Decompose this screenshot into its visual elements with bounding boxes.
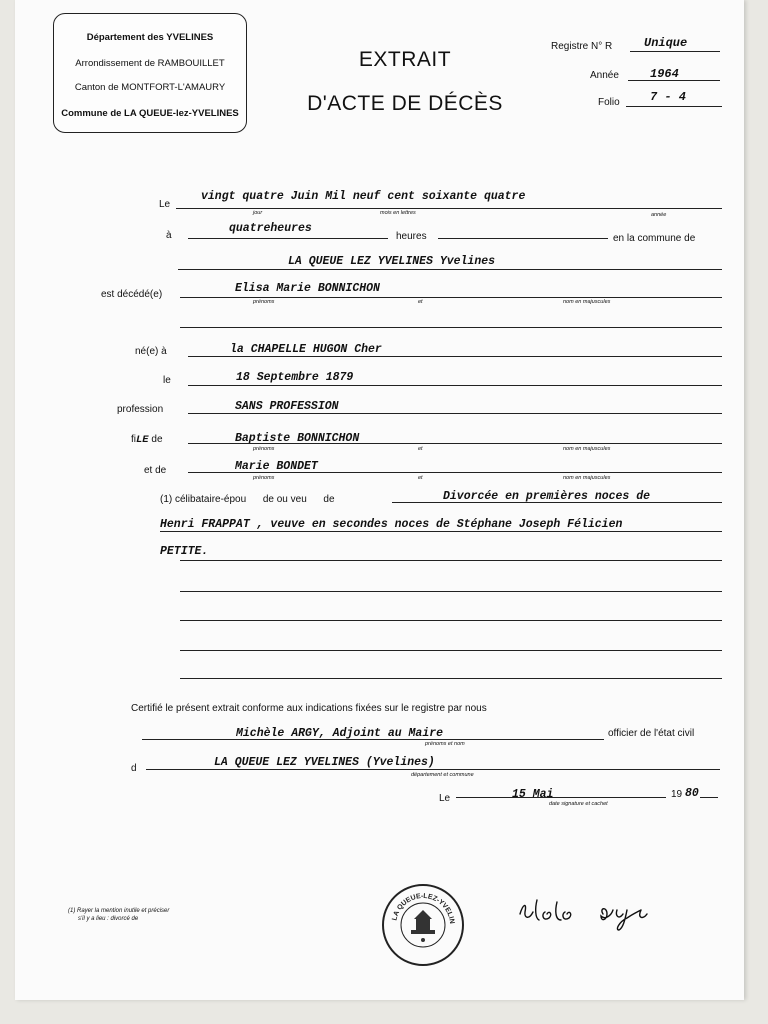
label-d: d (131, 763, 137, 774)
value-profession: SANS PROFESSION (235, 400, 339, 413)
seal-graphic (384, 886, 462, 964)
stamp-canton: Canton de MONTFORT-L'AMAURY (74, 82, 226, 93)
label-est-decede: est décédé(e) (101, 289, 163, 300)
title-extrait: EXTRAIT (358, 48, 452, 71)
value-heures: quatreheures (229, 222, 312, 235)
svg-text:LA QUEUE-LEZ-YVELINES: LA QUEUE-LEZ-YVELIN (391, 892, 456, 925)
annee-label: Année (590, 70, 619, 81)
stamp-departement: Département des YVELINES (86, 32, 214, 43)
value-etat-civil-1: Divorcée en premières noces de (443, 490, 651, 503)
folio-label: Folio (598, 97, 620, 108)
value-officier: Michèle ARGY, Adjoint au Maire (236, 727, 444, 740)
hint-nom-3: nom en majuscules (563, 475, 611, 481)
label-le-naissance: le (163, 375, 171, 386)
label-le-extrait: Le (439, 793, 451, 804)
title-acte-deces: D'ACTE DE DÉCÈS (307, 92, 503, 115)
folio-value: 7 - 4 (650, 90, 687, 104)
hint-annee: année (651, 212, 667, 218)
registre-label: Registre N° R (551, 41, 613, 52)
label-celibataire: (1) célibataire-épou de ou veu de (160, 494, 335, 505)
value-etat-civil-3: PETITE. (160, 545, 209, 558)
value-commune: LA QUEUE LEZ YVELINES Yvelines (288, 255, 496, 268)
label-heures: heures (396, 231, 427, 242)
label-profession: profession (117, 404, 164, 415)
hint-et-3: et (418, 475, 423, 481)
value-year-suffix: 80 (685, 787, 699, 800)
label-commune: en la commune de (613, 233, 696, 244)
hint-nom-2: nom en majuscules (563, 446, 611, 452)
stamp-commune: Commune de LA QUEUE-lez-YVELINES (61, 108, 239, 119)
value-etat-civil-2: Henri FRAPPAT , veuve en secondes noces de Stéphane Joseph Félicien (160, 518, 623, 531)
value-date-deces: vingt quatre Juin Mil neuf cent soixante quatre (201, 190, 526, 203)
hint-jour: jour (253, 210, 263, 216)
label-fille-de: fiLE de (131, 434, 163, 446)
value-lieu-naissance: la CHAPELLE HUGON Cher (230, 343, 382, 356)
value-date-extrait: 15 Mai (512, 788, 554, 801)
hint-et-2: et (418, 446, 423, 452)
label-officier: officier de l'état civil (608, 728, 695, 739)
value-pere: Baptiste BONNICHON (235, 432, 360, 445)
label-ne-a: né(e) à (135, 346, 167, 357)
value-lieu-officier: LA QUEUE LEZ YVELINES (Yvelines) (214, 756, 435, 769)
footnote-1: (1) Rayer la mention inutile et préciser (68, 908, 170, 914)
value-defunt: Elisa Marie BONNICHON (235, 282, 380, 295)
registre-value: Unique (644, 36, 688, 50)
label-et-de: et de (144, 465, 167, 476)
label-certifie: Certifié le présent extrait conforme aux indications fixées sur le registre par nous (131, 703, 487, 714)
stamp-arrondissement: Arrondissement de RAMBOUILLET (75, 58, 225, 69)
year-prefix: 19 (671, 789, 683, 800)
value-date-naissance: 18 Septembre 1879 (236, 371, 354, 384)
hint-mois: mois en lettres (380, 210, 416, 216)
value-mere: Marie BONDET (235, 460, 318, 473)
annee-value: 1964 (650, 67, 679, 81)
signature (515, 894, 665, 934)
hint-prenoms-nom: prénoms et nom (425, 741, 465, 747)
hint-nom-1: nom en majuscules (563, 299, 611, 305)
footnote-2: s'il y a lieu : divorcé de (78, 916, 139, 922)
official-seal (382, 884, 464, 966)
hint-prenoms-2: prénoms (253, 446, 275, 452)
label-a: à (166, 230, 172, 241)
label-le: Le (159, 199, 171, 210)
hint-prenoms-3: prénoms (253, 475, 275, 481)
hint-et-1: et (418, 299, 423, 305)
administrative-stamp (53, 13, 247, 133)
hint-dep-commune: département et commune (411, 772, 474, 778)
hint-prenoms-1: prénoms (253, 299, 275, 305)
hint-date-signature: date signature et cachet (549, 801, 608, 807)
